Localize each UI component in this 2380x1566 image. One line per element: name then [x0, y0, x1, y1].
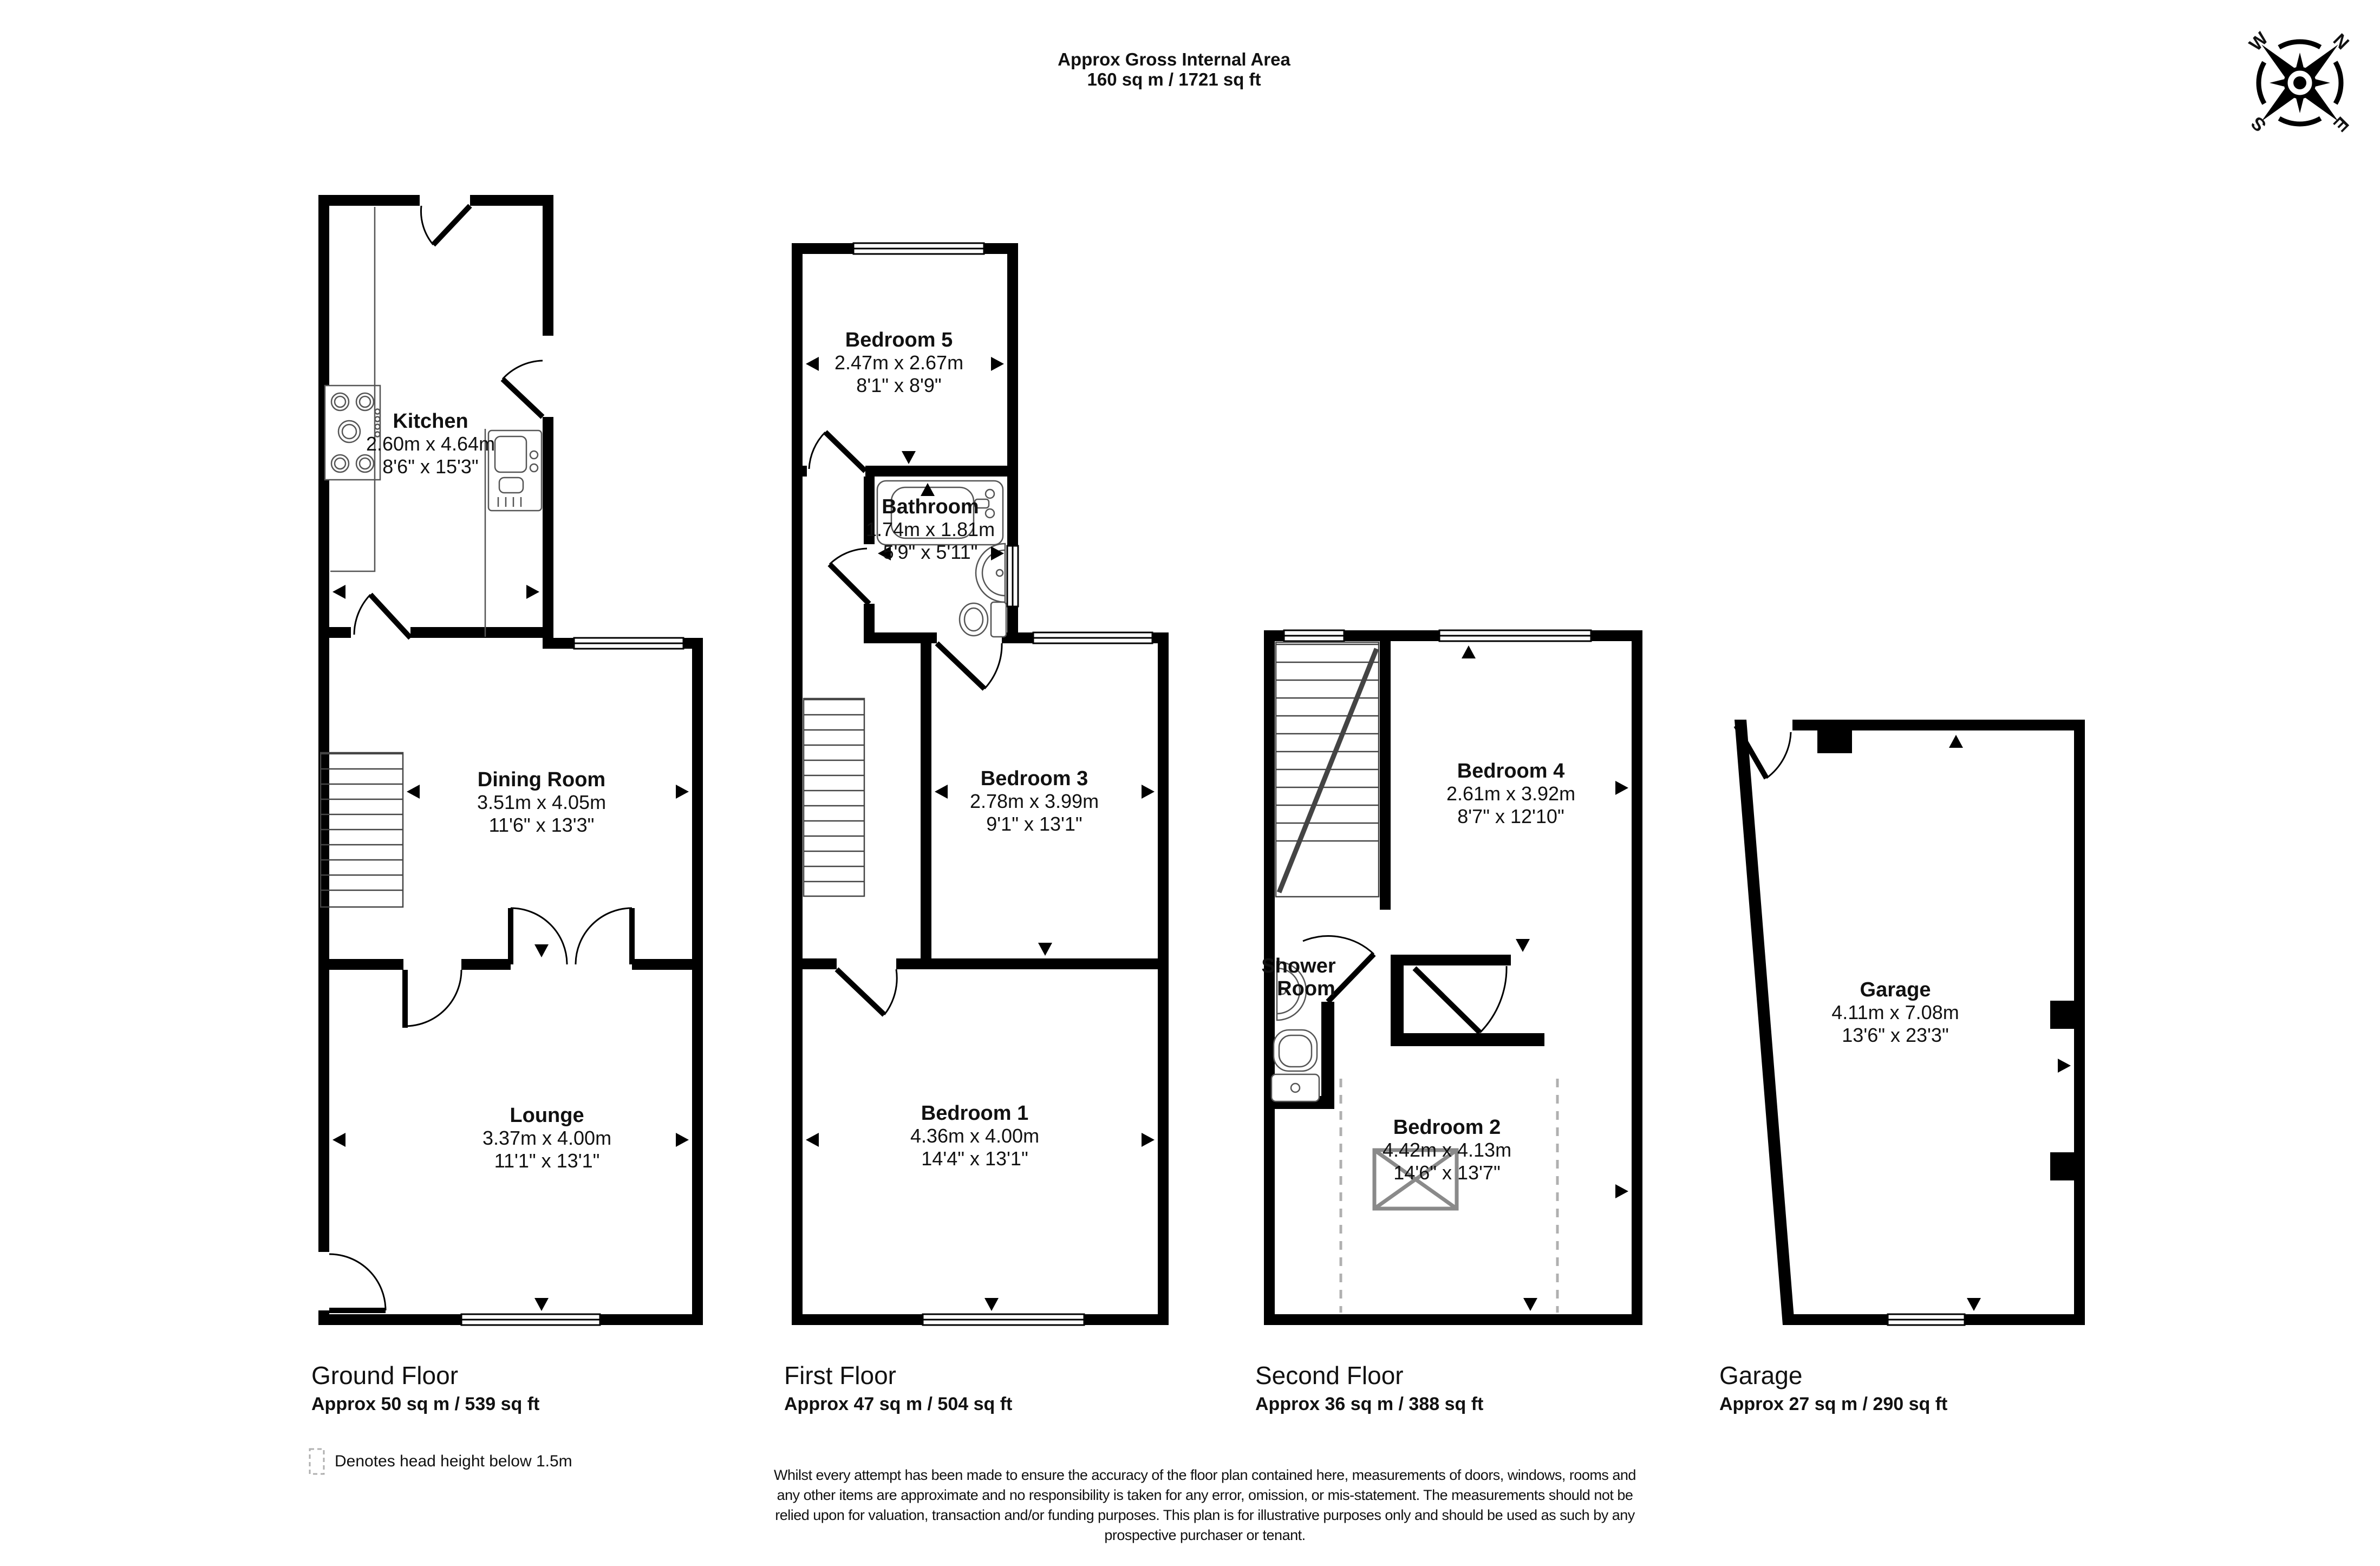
disclaimer-line-1: Whilst every attempt has been made to ensure the accuracy of the floor plan contained here, measurements of doors, windows, rooms and [774, 1467, 1636, 1483]
caption-first-floor: First Floor [784, 1361, 896, 1389]
caption-second-floor: Second Floor [1255, 1361, 1404, 1389]
room-dims-imperial: 8'6" x 15'3" [382, 455, 479, 478]
floor-captions [311, 1361, 1947, 1414]
caption-ground-floor: Ground Floor [311, 1361, 459, 1389]
staircase [1276, 642, 1379, 897]
room-label-kitchen [366, 410, 495, 478]
toilet-icon [960, 602, 1006, 637]
legend-text: Denotes head height below 1.5m [335, 1452, 572, 1470]
caption-garage-area: Approx 27 sq m / 290 sq ft [1719, 1394, 1948, 1414]
room-label-bathroom [866, 495, 995, 563]
compass-south-label: S [2247, 112, 2271, 136]
room-dims-metric: 4.11m x 7.08m [1831, 1001, 1959, 1023]
window [1888, 1314, 1965, 1325]
disclaimer-line-4: prospective purchaser or tenant. [1104, 1527, 1306, 1543]
room-dims-metric: 4.42m x 4.13m [1382, 1139, 1512, 1161]
room-dims-imperial: 5'9" x 5'11" [883, 541, 978, 563]
room-name: Garage [1860, 978, 1931, 1001]
room-name: Bathroom [882, 495, 979, 518]
room-dims-metric: 4.36m x 4.00m [910, 1125, 1040, 1147]
legend [310, 1449, 572, 1474]
second-floor-plan [1261, 630, 1642, 1325]
room-name: Kitchen [393, 410, 468, 433]
room-name-line1: Shower [1261, 955, 1336, 977]
room-name: Bedroom 3 [980, 767, 1088, 790]
room-label-bedroom-3 [970, 767, 1099, 835]
room-dims-metric: 3.51m x 4.05m [477, 791, 607, 813]
room-label-bedroom-4 [1446, 760, 1575, 827]
compass-north-label: N [2329, 29, 2353, 54]
compass-east-label: E [2329, 112, 2353, 136]
room-dims-metric: 2.60m x 4.64m [366, 433, 495, 455]
disclaimer-line-3: relied upon for valuation, transaction and/or funding purposes. This plan is for illustrative purposes only and should be used as such by any [775, 1507, 1635, 1523]
disclaimer-line-2: any other items are approximate and no responsibility is taken for any error, omission, or mis-statement. The measurements should not be [777, 1487, 1633, 1503]
sink-icon [488, 430, 542, 511]
room-dims-metric: 2.61m x 3.92m [1446, 782, 1576, 805]
legend-swatch [310, 1449, 324, 1474]
window [461, 638, 683, 1325]
room-dims-imperial: 14'4" x 13'1" [921, 1147, 1028, 1170]
room-dims-metric: 2.78m x 3.99m [969, 790, 1099, 812]
room-name: Lounge [510, 1104, 584, 1127]
room-name: Bedroom 5 [845, 329, 953, 351]
caption-first-floor-area: Approx 47 sq m / 504 sq ft [784, 1394, 1013, 1414]
room-dims-metric: 3.37m x 4.00m [482, 1127, 612, 1149]
room-label-bedroom-1 [910, 1102, 1039, 1170]
dimension-arrow [1462, 645, 1628, 1311]
staircase [804, 699, 864, 896]
header [1058, 49, 1290, 89]
garage-plan [1735, 720, 2085, 1325]
room-dims-imperial: 13'6" x 23'3" [1842, 1024, 1949, 1046]
room-label-bedroom-5 [834, 329, 963, 396]
room-name: Bedroom 1 [921, 1102, 1029, 1125]
room-label-garage [1831, 978, 1959, 1046]
compass-west-label: W [2245, 28, 2272, 55]
toilet-icon [1271, 1030, 1319, 1101]
room-dims-imperial: 11'1" x 13'1" [494, 1150, 600, 1172]
room-name: Dining Room [477, 768, 606, 791]
room-name: Bedroom 2 [1393, 1116, 1501, 1139]
first-floor-plan [792, 243, 1169, 1325]
room-label-bedroom-2 [1383, 1116, 1511, 1184]
room-name-line2: Room [1277, 977, 1335, 1000]
disclaimer [774, 1467, 1636, 1543]
room-dims-imperial: 8'7" x 12'10" [1457, 805, 1564, 827]
room-dims-imperial: 9'1" x 13'1" [986, 813, 1083, 835]
caption-second-floor-area: Approx 36 sq m / 388 sq ft [1255, 1394, 1484, 1414]
room-dims-imperial: 8'1" x 8'9" [856, 374, 942, 396]
room-label-lounge [482, 1104, 611, 1172]
caption-ground-floor-area: Approx 50 sq m / 539 sq ft [311, 1394, 540, 1414]
gross-area-value: 160 sq m / 1721 sq ft [1087, 69, 1261, 89]
room-dims-metric: 1.74m x 1.81m [865, 518, 995, 540]
room-name: Bedroom 4 [1457, 760, 1565, 782]
room-dims-imperial: 14'6" x 13'7" [1393, 1162, 1501, 1184]
room-dims-imperial: 11'6" x 13'3" [488, 814, 595, 836]
staircase [321, 753, 403, 907]
room-dims-metric: 2.47m x 2.67m [834, 351, 964, 374]
ground-floor-plan [318, 195, 703, 1325]
gross-area-title: Approx Gross Internal Area [1058, 49, 1290, 69]
compass-icon [2223, 6, 2377, 160]
room-label-dining-room [477, 768, 606, 836]
caption-garage: Garage [1719, 1361, 1803, 1389]
